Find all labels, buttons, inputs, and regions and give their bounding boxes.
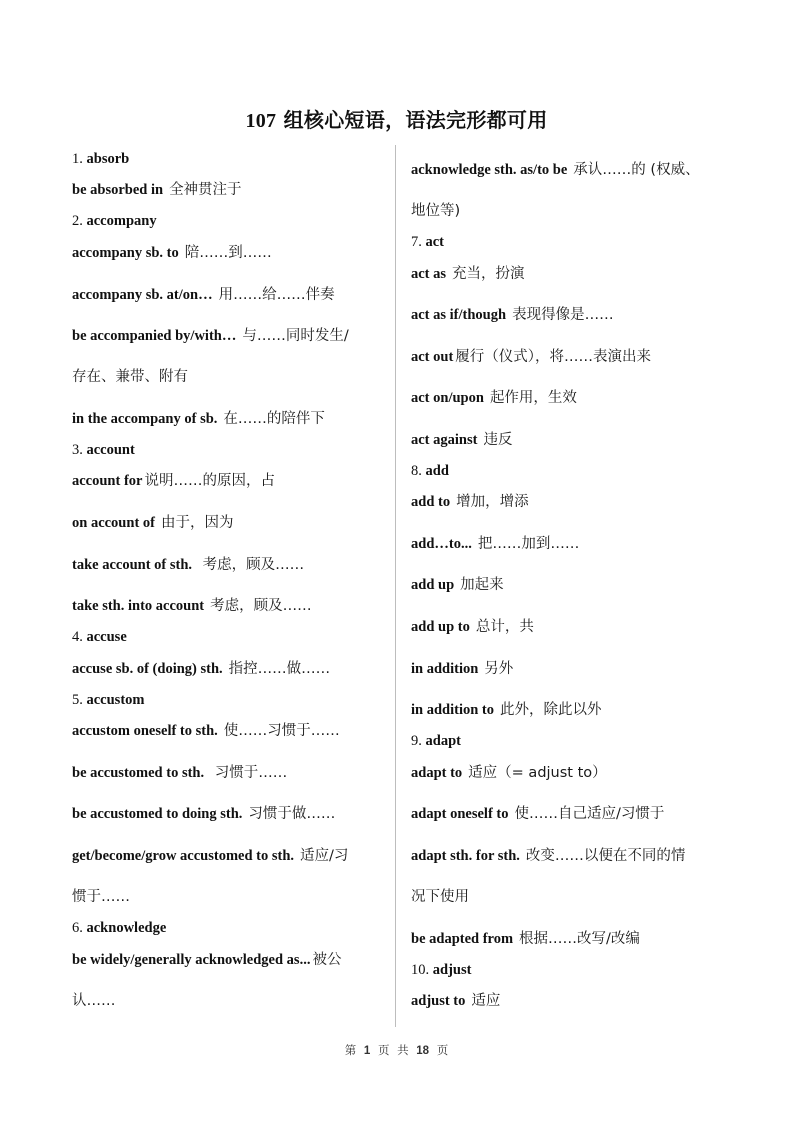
- entry-heading: [72, 919, 166, 937]
- entry-number: 5.: [72, 692, 87, 708]
- phrase-entry: [411, 265, 525, 283]
- english-phrase: be widely/generally acknowledged as...: [72, 952, 311, 968]
- entry-heading: [72, 150, 129, 168]
- english-phrase: take sth. into account: [72, 598, 205, 614]
- entry-number: 4.: [72, 629, 87, 645]
- chinese-meaning: 适应/习: [300, 848, 349, 864]
- entry-number: 8.: [411, 463, 426, 479]
- phrase-entry: [72, 286, 335, 304]
- english-phrase: be adapted from: [411, 931, 514, 947]
- title-number: 107: [245, 110, 277, 132]
- english-phrase: accuse: [86, 629, 127, 645]
- english-phrase: get/become/grow accustomed to sth.: [72, 848, 295, 864]
- chinese-meaning: 根据……改写/改编: [519, 931, 640, 947]
- english-phrase: accompany sb. to: [72, 245, 179, 261]
- phrase-entry: [72, 410, 325, 428]
- entry-number: 10.: [411, 962, 433, 978]
- phrase-continuation: [411, 202, 460, 220]
- english-phrase: adjust: [432, 962, 472, 978]
- english-phrase: add: [425, 463, 449, 479]
- english-phrase: add up to: [411, 619, 470, 635]
- footer-prefix: 第: [344, 1043, 357, 1057]
- chinese-meaning: 存在、兼带、附有: [72, 369, 188, 385]
- phrase-entry: [411, 389, 577, 407]
- phrase-entry: [72, 556, 304, 574]
- chinese-meaning: 用……给……伴奏: [218, 287, 335, 303]
- phrase-entry: [72, 660, 330, 678]
- english-phrase: add to: [411, 494, 451, 510]
- chinese-meaning: 把……加到……: [477, 536, 580, 552]
- chinese-meaning: 地位等): [411, 203, 461, 219]
- phrase-continuation: [411, 888, 469, 906]
- chinese-meaning: 使……习惯于……: [223, 723, 340, 739]
- english-phrase: absorb: [86, 151, 130, 167]
- chinese-meaning: 履行（仪式），将……表演出来: [455, 349, 652, 365]
- english-phrase: act as if/though: [411, 307, 507, 323]
- phrase-entry: [72, 722, 340, 740]
- chinese-meaning: 由于，因为: [160, 515, 234, 531]
- entry-number: 3.: [72, 442, 87, 458]
- current-page-number: 1: [363, 1045, 371, 1057]
- chinese-meaning: 承认……的 (权威、: [573, 162, 700, 178]
- phrase-entry: [411, 161, 700, 179]
- phrase-entry: [411, 306, 614, 324]
- chinese-meaning: 考虑，顾及……: [210, 598, 312, 614]
- english-phrase: act on/upon: [411, 390, 484, 406]
- phrase-entry: [411, 805, 664, 823]
- phrase-entry: [411, 847, 685, 865]
- english-phrase: take account of sth.: [72, 557, 193, 573]
- phrase-entry: [411, 930, 640, 948]
- chinese-meaning: 总计，共: [475, 619, 534, 635]
- entry-heading: [411, 732, 461, 750]
- chinese-meaning: 此外，除此以外: [500, 702, 602, 718]
- chinese-meaning: 况下使用: [411, 889, 469, 905]
- phrase-entry: [411, 764, 607, 782]
- entry-heading: [72, 628, 127, 646]
- english-phrase: act: [425, 234, 445, 250]
- english-phrase: adapt sth. for sth.: [411, 848, 520, 864]
- chinese-meaning: 指控……做……: [228, 661, 331, 677]
- chinese-meaning: 考虑，顾及……: [198, 557, 305, 573]
- total-pages-number: 18: [416, 1045, 430, 1057]
- chinese-meaning: 表现得像是……: [512, 307, 614, 323]
- entry-number: 6.: [72, 920, 87, 936]
- english-phrase: adjust to: [411, 993, 466, 1009]
- english-phrase: act as: [411, 266, 447, 282]
- phrase-entry: [411, 348, 651, 366]
- phrase-entry: [72, 472, 275, 490]
- english-phrase: act against: [411, 432, 478, 448]
- chinese-meaning: 习惯于做……: [248, 806, 336, 822]
- page-footer: [0, 1042, 793, 1058]
- phrase-continuation: [72, 368, 188, 386]
- phrase-entry: [72, 764, 287, 782]
- entry-number: 2.: [72, 213, 87, 229]
- entry-heading: [72, 691, 145, 709]
- entry-number: 7.: [411, 234, 426, 250]
- phrase-entry: [72, 805, 335, 823]
- entry-number: 1.: [72, 151, 87, 167]
- english-phrase: be absorbed in: [72, 182, 164, 198]
- english-phrase: accustom oneself to sth.: [72, 723, 218, 739]
- entry-number: 9.: [411, 733, 426, 749]
- chinese-meaning: 陪……到……: [184, 245, 272, 261]
- phrase-continuation: [72, 992, 116, 1010]
- phrase-entry: [411, 660, 513, 678]
- phrase-entry: [72, 951, 341, 969]
- english-phrase: be accompanied by/with…: [72, 328, 237, 344]
- chinese-meaning: 增加，增添: [456, 494, 529, 510]
- chinese-meaning: 使……自己适应/习惯于: [514, 806, 665, 822]
- chinese-meaning: 充当，扮演: [452, 266, 525, 282]
- phrase-entry: [72, 327, 349, 345]
- chinese-meaning: 认……: [72, 993, 116, 1009]
- english-phrase: add up: [411, 577, 455, 593]
- chinese-meaning: 在……的陪伴下: [223, 411, 325, 427]
- phrase-continuation: [72, 888, 130, 906]
- chinese-meaning: 改变……以便在不同的情: [525, 848, 686, 864]
- phrase-entry: [411, 535, 579, 553]
- phrase-entry: [411, 992, 500, 1010]
- phrase-entry: [72, 847, 348, 865]
- english-phrase: account: [86, 442, 135, 458]
- english-phrase: acknowledge: [86, 920, 167, 936]
- english-phrase: account for: [72, 473, 143, 489]
- english-phrase: in the accompany of sb.: [72, 411, 218, 427]
- chinese-meaning: 与……同时发生/: [242, 328, 349, 344]
- entry-heading: [411, 462, 449, 480]
- english-phrase: be accustomed to doing sth.: [72, 806, 243, 822]
- page-title: [0, 104, 793, 133]
- english-phrase: act out: [411, 349, 454, 365]
- chinese-meaning: 全神贯注于: [169, 182, 242, 198]
- title-text: 组核心短语，语法完形都可用: [276, 108, 548, 132]
- english-phrase: adapt: [425, 733, 461, 749]
- phrase-entry: [411, 618, 534, 636]
- english-phrase: add…to...: [411, 536, 472, 552]
- column-divider: [395, 145, 396, 1027]
- footer-middle: 页 共: [377, 1043, 409, 1057]
- chinese-meaning: 另外: [484, 661, 514, 677]
- chinese-meaning: 违反: [483, 432, 513, 448]
- entry-heading: [72, 441, 135, 459]
- english-phrase: on account of: [72, 515, 155, 531]
- english-phrase: be accustomed to sth.: [72, 765, 205, 781]
- english-phrase: in addition to: [411, 702, 494, 718]
- english-phrase: in addition: [411, 661, 479, 677]
- footer-suffix: 页: [436, 1043, 449, 1057]
- chinese-meaning: 起作用，生效: [489, 390, 577, 406]
- phrase-entry: [72, 514, 233, 532]
- english-phrase: accustom: [86, 692, 145, 708]
- chinese-meaning: 说明……的原因，占: [144, 473, 275, 489]
- chinese-meaning: 适应（= adjust to）: [468, 765, 607, 781]
- entry-heading: [72, 212, 157, 230]
- phrase-entry: [411, 431, 512, 449]
- entry-heading: [411, 233, 444, 251]
- chinese-meaning: 适应: [471, 993, 501, 1009]
- chinese-meaning: 习惯于……: [210, 765, 288, 781]
- english-phrase: accompany: [86, 213, 157, 229]
- chinese-meaning: 加起来: [460, 577, 504, 593]
- english-phrase: acknowledge sth. as/to be: [411, 162, 568, 178]
- english-phrase: accuse sb. of (doing) sth.: [72, 661, 223, 677]
- phrase-entry: [411, 576, 504, 594]
- phrase-entry: [72, 597, 312, 615]
- english-phrase: adapt to: [411, 765, 463, 781]
- phrase-entry: [72, 181, 242, 199]
- phrase-entry: [411, 701, 602, 719]
- chinese-meaning: 惯于……: [72, 889, 130, 905]
- entry-heading: [411, 961, 471, 979]
- phrase-entry: [411, 493, 529, 511]
- english-phrase: adapt oneself to: [411, 806, 509, 822]
- chinese-meaning: 被公: [312, 952, 342, 968]
- english-phrase: accompany sb. at/on…: [72, 287, 213, 303]
- phrase-entry: [72, 244, 272, 262]
